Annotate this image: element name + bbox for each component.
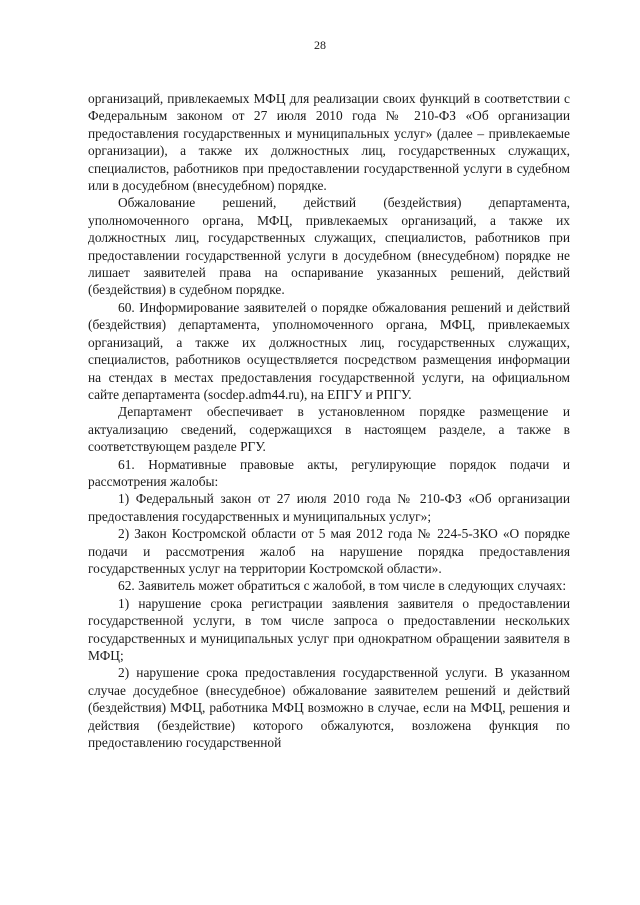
paragraph: 1) нарушение срока регистрации заявления заявителя о предоставлении государственной услуги, в том числе запроса о предоставлении нескольких государственных и муниципальных услуг при однократном обращении заявителя в МФЦ; [88, 595, 570, 663]
paragraph: 60. Информирование заявителей о порядке обжалования решений и действий (бездействия) департамента, уполномоченного органа, МФЦ, привлекаемых организаций, а также их должностных лиц, государственных служащих, специалистов, работников осуществляется посредством размещения информации на стендах в местах предоставления государственной услуги, на официальном сайте департамента (socdep.adm44.ru), на ЕПГУ и РПГУ. [88, 299, 570, 402]
page-number: 28 [314, 38, 326, 52]
paragraph: 2) Закон Костромской области от 5 мая 2012 года № 224-5-ЗКО «О порядке подачи и рассмотрения жалоб на нарушение порядка предоставления государственных услуг на территории Костромской области». [88, 526, 570, 576]
paragraph: организаций, привлекаемых МФЦ для реализации своих функций в соответствии с Федеральным законом от 27 июля 2010 года № 210-ФЗ «Об организации предоставления государственных и муниципальных услуг» (далее – привлекаемые организации), а также их должностных лиц, государственных служащих, специалистов, работников при предоставлении государственной услуги в судебном или в досудебном (внесудебном) порядке. [88, 91, 570, 194]
paragraph: 1) Федеральный закон от 27 июля 2010 года № 210-ФЗ «Об организации предоставления государственных и муниципальных услуг»; [88, 491, 570, 524]
paragraph: 61. Нормативные правовые акты, регулирующие порядок подачи и рассмотрения жалобы: [88, 456, 570, 489]
document-body [88, 90, 570, 751]
paragraph: Департамент обеспечивает в установленном порядке размещение и актуализацию сведений, содержащихся в настоящем разделе, а также в соответствующем разделе РГУ. [88, 404, 570, 455]
paragraph: 2) нарушение срока предоставления государственной услуги. В указанном случае досудебное (внесудебное) обжалование заявителем решений и действий (бездействия) МФЦ, работника МФЦ возможно в случае, если на МФЦ, решения и действия (бездействие) которого обжалуются, возложена функция по предоставлению государственной [88, 665, 570, 751]
paragraph: Обжалование решений, действий (бездействия) департамента, уполномоченного органа, МФЦ, привлекаемых организаций, а также их должностных лиц, государственных служащих, специалистов, работников при предоставлении государственной услуги в досудебном (внесудебном) порядке не лишает заявителей права на оспаривание указанных решений, действий (бездействия) в судебном порядке. [88, 195, 570, 298]
paragraph: 62. Заявитель может обратиться с жалобой, в том числе в следующих случаях: [118, 578, 567, 594]
